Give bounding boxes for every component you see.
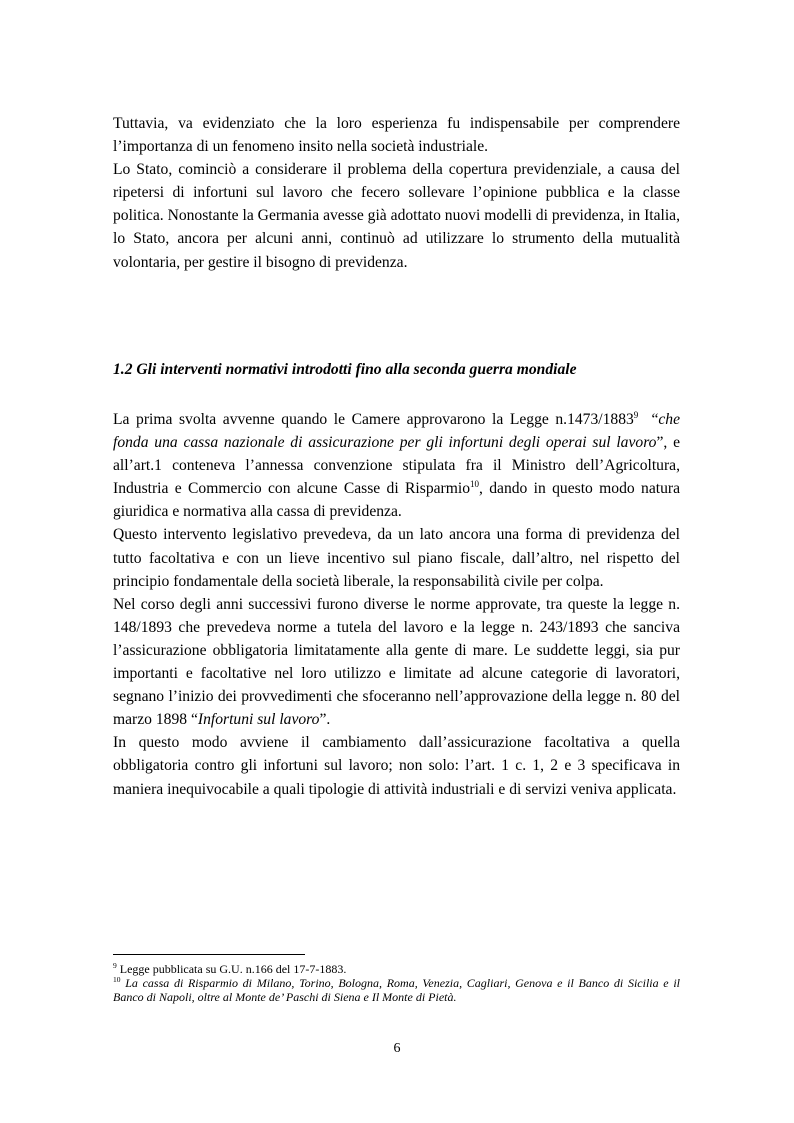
text-run: ”, e all’art.1 conteneva l’annessa convenzione stipulata fra il Ministro dell’Agricoltura, Industria e Commercio con alcune Casse di Risparmio [113, 434, 681, 498]
section-text-block [113, 408, 680, 801]
footnote-text: La cassa di Risparmio di Milano, Torino, Bologna, Roma, Venezia, Cagliari, Genova e il Banco di Sicilia e il Banco di Napoli, oltre al Monte de’ Paschi di Siena e Il Monte di Pietà. [113, 976, 680, 1004]
text-run: Nel corso degli anni successivi furono diverse le norme approvate, tra queste la legge n. 148/1893 che prevedeva norme a tutela del lavoro e la legge n. 243/1893 che sanciva l’assicurazione obbligatoria limitatamente alla gente di mare. Le suddette leggi, sia pur importanti e facoltative nel loro utilizzo e limitate ad alcune categorie di lavoratori, segnano l’inizio dei provvedimenti che sfoceranno nell’approvazione della legge n. 80 del marzo 1898 “ [113, 595, 680, 729]
paragraph: Lo Stato, cominciò a considerare il problema della copertura previdenziale, a causa del ripetersi di infortuni sul lavoro che fecero sollevare l’opinione pubblica e la classe politica. Nonostante la Germania avesse già adottato nuovi modelli di previdenza, in Italia, lo Stato, ancora per alcuni anni, continuò ad utilizzare lo strumento della mutualità volontaria, per gestire il bisogno di previdenza. [113, 161, 680, 271]
paragraph: Questo intervento legislativo prevedeva, da un lato ancora una forma di previdenza del tutto facoltativa e con un lieve incentivo sul piano fiscale, dall’altro, nel rispetto del principio fondamentale della società liberale, la responsabilità civile per colpa. [113, 526, 680, 590]
footnote-ref-10: 10 [470, 479, 479, 490]
paragraph: In questo modo avviene il cambiamento dall’assicurazione facoltativa a quella obbligatoria contro gli infortuni sul lavoro; non solo: l’art. 1 c. 1, 2 e 3 specificava in maniera inequivocabile a quali tipologie di attività industriali e di servizi veniva applicata. [113, 734, 680, 798]
intro-text-block [113, 112, 680, 274]
law-title-quote: che fonda una cassa nazionale di assicurazione per gli infortuni degli operai sul lavoro [113, 411, 680, 452]
paragraph [113, 408, 680, 523]
section-heading: 1.2 Gli interventi normativi introdotti fino alla seconda guerra mondiale [113, 361, 577, 378]
law-title-quote: Infortuni sul lavoro [197, 711, 320, 729]
text-run: ”. [319, 711, 331, 729]
page-number: 6 [393, 1041, 401, 1056]
text-run: La prima svolta avvenne quando le Camere approvarono la Legge n.1473/1883 [113, 411, 634, 428]
footnote-10 [113, 976, 680, 1004]
text-run: “ [638, 411, 659, 428]
text-run: , dando in questo modo natura giuridica e normativa alla cassa di previdenza. [113, 480, 680, 521]
footnote-number: 10 [113, 975, 121, 984]
paragraph: Tuttavia, va evidenziato che la loro esperienza fu indispensabile per comprendere l’importanza di un fenomeno insito nella società industriale. [113, 115, 680, 156]
footnote-ref-9: 9 [633, 410, 639, 420]
footnote-9 [113, 962, 680, 976]
footnote-number: 9 [113, 961, 117, 970]
footnote-text: Legge pubblicata su G.U. n.166 del 17-7-1883. [116, 962, 347, 976]
paragraph [113, 593, 680, 732]
footnotes [113, 962, 680, 1004]
footnote-divider [113, 954, 305, 955]
